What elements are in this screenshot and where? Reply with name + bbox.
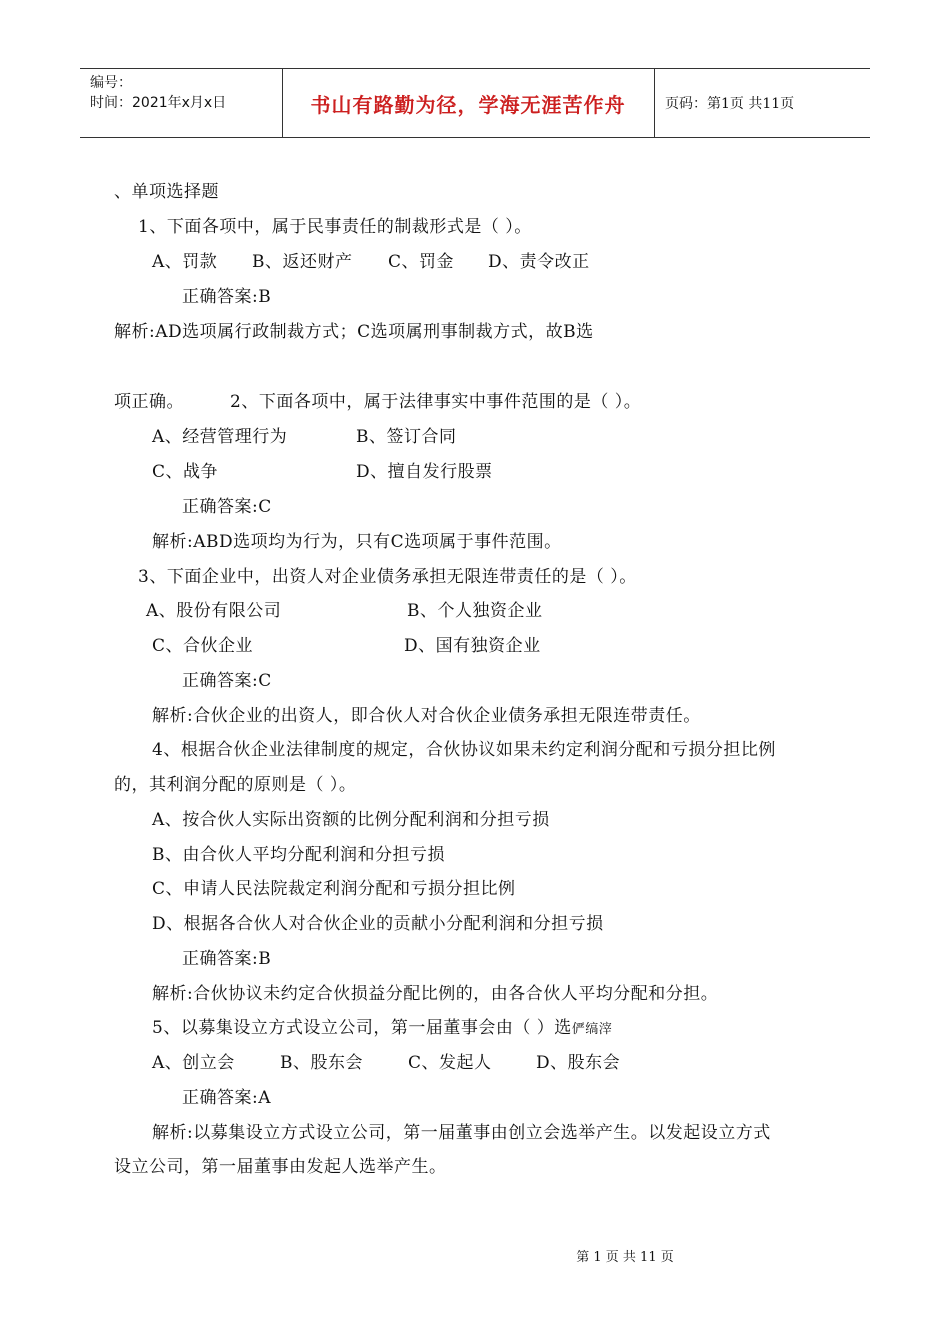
q1-answer: 正确答案:B (182, 287, 272, 307)
q5-analysis-line1: 解析:以募集设立方式设立公司，第一届董事由创立会选举产生。以发起设立方式 (152, 1123, 771, 1143)
page-header (80, 68, 870, 138)
q3-option-b: B、个人独资企业 (407, 601, 543, 621)
q4-option-a: A、按合伙人实际出资额的比例分配利润和分担亏损 (152, 810, 550, 830)
q1-analysis-line2: 项正确。 (114, 392, 184, 412)
q1-option-b: B、返还财产 (252, 252, 353, 272)
q5-stem (152, 1016, 612, 1042)
q1-option-d: D、责令改正 (488, 252, 590, 272)
q4-analysis: 解析:合伙协议未约定合伙损益分配比例的，由各合伙人平均分配和分担。 (152, 984, 719, 1004)
section-title: 、单项选择题 (114, 182, 219, 202)
q1-analysis-line1: 解析:AD选项属行政制裁方式；C选项属刑事制裁方式，故B选 (114, 322, 594, 342)
q2-analysis: 解析:ABD选项均为行为，只有C选项属于事件范围。 (152, 532, 562, 552)
q2-stem: 2、下面各项中，属于法律事实中事件范围的是（ ）。 (230, 392, 642, 412)
q5-answer: 正确答案:A (182, 1088, 272, 1108)
q5-option-b: B、股东会 (280, 1053, 363, 1073)
q1-stem: 1、下面各项中，属于民事责任的制裁形式是（ ）。 (138, 217, 532, 237)
q5-stem-text: 5、以募集设立方式设立公司，第一届董事会由（ ）选 (152, 1018, 572, 1038)
q3-answer: 正确答案:C (182, 671, 272, 691)
q5-analysis-line2: 设立公司，第一届董事由发起人选举产生。 (114, 1157, 447, 1177)
q5-option-a: A、创立会 (152, 1053, 235, 1073)
q2-option-c: C、战争 (152, 462, 219, 482)
q2-answer: 正确答案:C (182, 497, 272, 517)
q5-option-d: D、股东会 (536, 1053, 621, 1073)
q5-stem-tail: 俨缟滓 (571, 1022, 613, 1037)
header-meta (80, 69, 283, 137)
q3-option-c: C、合伙企业 (152, 636, 254, 656)
header-time-label: 时间：2021年x月x日 (90, 95, 227, 111)
q4-stem-line1: 4、根据合伙企业法律制度的规定，合伙协议如果未约定利润分配和亏损分担比例 (152, 740, 776, 760)
header-motto: 书山有路勤为径，学海无涯苦作舟 (282, 69, 655, 137)
q3-option-d: D、国有独资企业 (404, 636, 541, 656)
header-page-info: 页码：第1页 共11页 (665, 96, 795, 112)
q1-option-c: C、罚金 (388, 252, 455, 272)
q2-option-b: B、签订合同 (356, 427, 457, 447)
q2-option-a: A、经营管理行为 (152, 427, 288, 447)
q4-option-c: C、申请人民法院裁定利润分配和亏损分担比例 (152, 879, 516, 899)
q1-option-a: A、罚款 (152, 252, 218, 272)
q3-analysis: 解析:合伙企业的出资人，即合伙人对合伙企业债务承担无限连带责任。 (152, 706, 701, 726)
q4-answer: 正确答案:B (182, 949, 272, 969)
q3-option-a: A、股份有限公司 (146, 601, 282, 621)
q5-option-c: C、发起人 (408, 1053, 492, 1073)
q4-option-d: D、根据各合伙人对合伙企业的贡献小分配利润和分担亏损 (152, 914, 604, 934)
q3-stem: 3、下面企业中，出资人对企业债务承担无限连带责任的是（ ）。 (138, 567, 637, 587)
q4-option-b: B、由合伙人平均分配利润和分担亏损 (152, 845, 445, 865)
q4-stem-line2: 的，其利润分配的原则是（ ）。 (114, 775, 357, 795)
header-number-label: 编号： (90, 75, 132, 91)
q2-option-d: D、擅自发行股票 (356, 462, 493, 482)
page-footer: 第 1 页 共 11 页 (576, 1250, 674, 1265)
